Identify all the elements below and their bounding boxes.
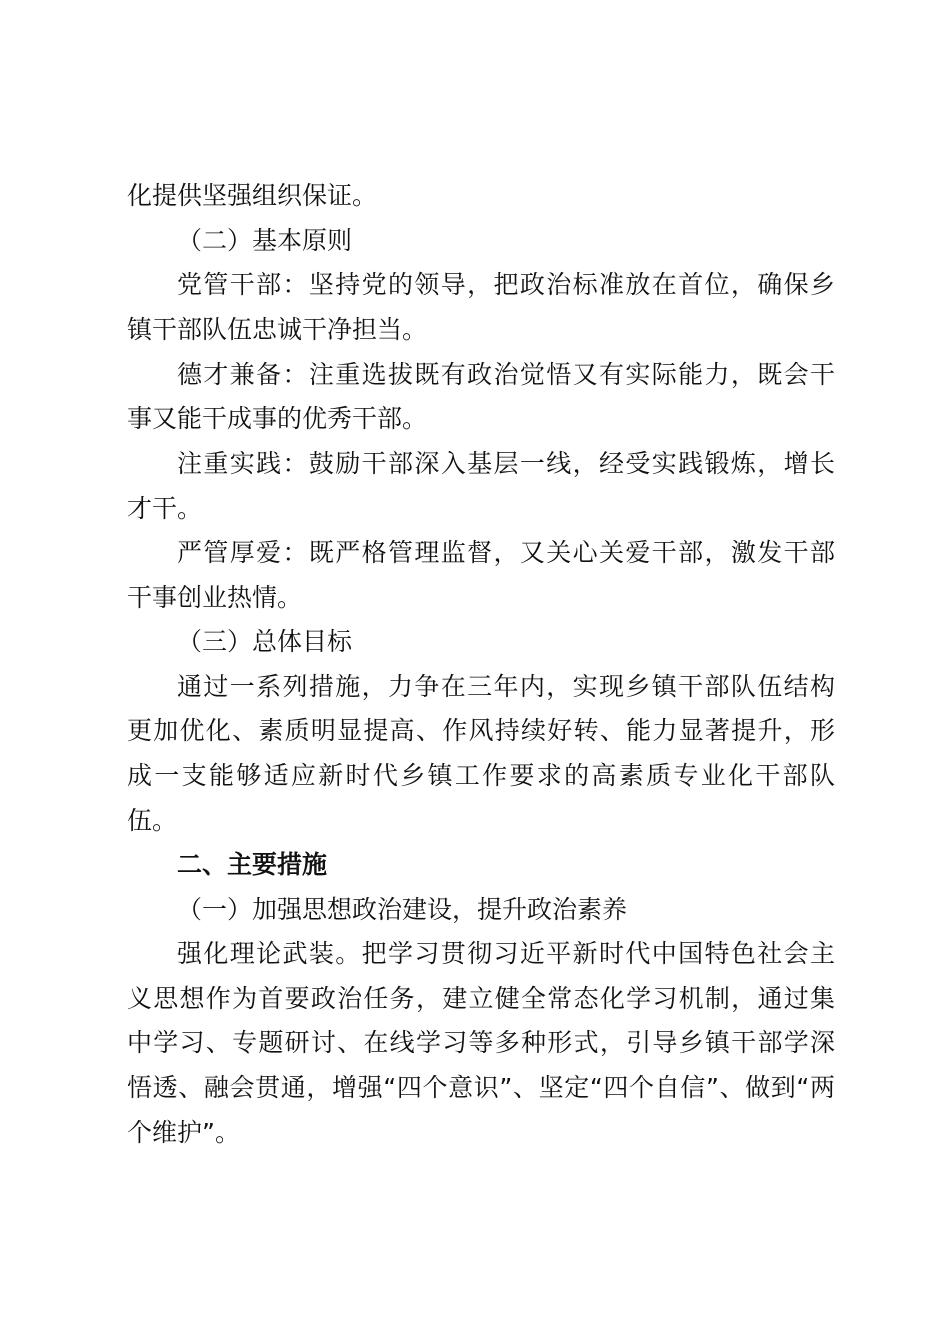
paragraph-line: 才干。 [127,494,203,523]
paragraph-line: 严管厚爱：既严格管理监督，又关心关爱干部，激发干部 [177,538,835,567]
paragraph-line: 镇干部队伍忠诚干净担当。 [127,315,428,344]
paragraph-line: 事又能干成事的优秀干部。 [127,404,428,433]
paragraph-line: 更加优化、素质明显提高、作风持续好转、能力显著提升，形 [127,716,835,745]
paragraph-line: 强化理论武装。把学习贯彻习近平新时代中国特色社会主 [177,939,835,968]
section-subheading: （一）加强思想政治建设，提升政治素养 [177,895,628,924]
paragraph-line: 干事创业热情。 [127,583,303,612]
paragraph-line: 德才兼备：注重选拔既有政治觉悟又有实际能力，既会干 [177,360,835,389]
section-heading: 二、主要措施 [177,850,328,879]
paragraph-line: 成一支能够适应新时代乡镇工作要求的高素质专业化干部队 [127,761,835,790]
paragraph-line: 中学习、专题研讨、在线学习等多种形式，引导乡镇干部学深 [127,1028,835,1057]
paragraph-line: 个维护”。 [127,1118,240,1147]
paragraph-line: 义思想作为首要政治任务，建立健全常态化学习机制，通过集 [127,984,835,1013]
paragraph-line: 注重实践：鼓励干部深入基层一线，经受实践锻炼，增长 [177,449,835,478]
section-subheading: （二）基本原则 [177,226,353,255]
paragraph-line: 化提供坚强组织保证。 [127,181,378,210]
paragraph-line: 通过一系列措施，力争在三年内，实现乡镇干部队伍结构 [177,672,835,701]
paragraph-line: 悟透、融会贯通，增强“四个意识”、坚定“四个自信”、做到“两 [127,1073,835,1102]
paragraph-line: 党管干部：坚持党的领导，把政治标准放在首位，确保乡 [177,270,835,299]
paragraph-line: 伍。 [127,806,178,835]
section-subheading: （三）总体目标 [177,627,353,656]
